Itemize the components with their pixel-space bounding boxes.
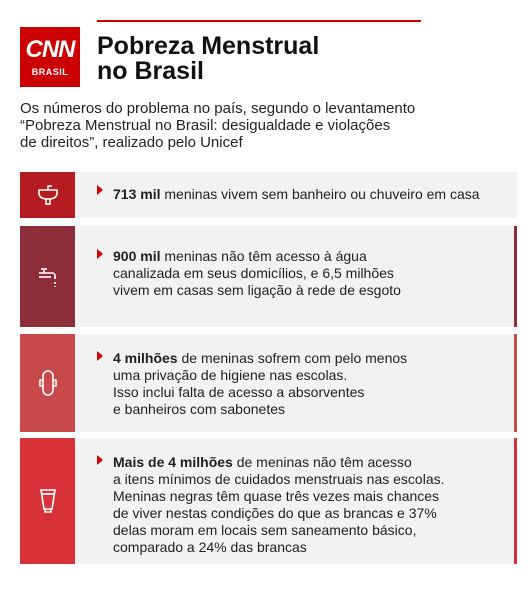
stat-line: a itens mínimos de cuidados menstruais nas escolas. bbox=[113, 471, 445, 487]
stat-line: Meninas negras têm quase três vezes mais chances bbox=[113, 488, 440, 504]
card-accent-bar bbox=[514, 334, 517, 432]
pad-icon-box bbox=[20, 334, 75, 432]
stat-line: vivem em casas sem ligação à rede de esgoto bbox=[113, 282, 401, 298]
faucet-icon-box bbox=[20, 226, 75, 327]
stat-line: meninas vivem sem banheiro ou chuveiro em casa bbox=[164, 186, 480, 202]
stat-highlight: Mais de 4 milhões bbox=[113, 454, 233, 470]
page-title bbox=[97, 34, 319, 84]
stat-text-4 bbox=[99, 454, 445, 556]
sink-icon-box bbox=[20, 172, 75, 218]
tube-icon-box bbox=[20, 438, 75, 564]
stat-card-1 bbox=[20, 172, 517, 218]
pad-icon bbox=[38, 370, 58, 396]
card-accent-bar bbox=[514, 438, 517, 564]
stat-line: canalizada em seus domicílios, e 6,5 milhões bbox=[113, 265, 394, 281]
stat-card-4 bbox=[20, 438, 517, 564]
stat-text-1 bbox=[99, 186, 480, 203]
stat-highlight: 713 mil bbox=[113, 186, 161, 202]
stat-line: de meninas não têm acesso bbox=[236, 454, 412, 470]
intro-line-3: de direitos”, realizado pelo Unicef bbox=[20, 134, 243, 151]
stat-line: Isso inclui falta de acesso a absorventes bbox=[113, 384, 365, 400]
header-rule bbox=[97, 20, 421, 22]
faucet-icon bbox=[36, 265, 60, 289]
stat-line: uma privação de higiene nas escolas. bbox=[113, 367, 348, 383]
stat-highlight: 4 milhões bbox=[113, 350, 178, 366]
stat-line: delas moram em locais sem saneamento básico, bbox=[113, 522, 417, 538]
stat-highlight: 900 mil bbox=[113, 248, 161, 264]
cnn-brasil-logo bbox=[20, 27, 80, 87]
logo-sub: BRASIL bbox=[31, 67, 69, 77]
stat-line: e banheiros com sabonetes bbox=[113, 401, 285, 417]
intro-text bbox=[20, 100, 500, 151]
stat-line: de viver nestas condições do que as brancas e 37% bbox=[113, 505, 437, 521]
title-line-2: no Brasil bbox=[97, 57, 204, 85]
intro-line-1: Os números do problema no país, segundo o levantamento bbox=[20, 100, 416, 117]
stat-card-2 bbox=[20, 226, 517, 327]
sink-icon bbox=[36, 184, 60, 206]
stat-text-3 bbox=[99, 350, 407, 418]
card-accent-bar bbox=[514, 226, 517, 327]
intro-line-2: “Pobreza Menstrual no Brasil: desigualdade e violações bbox=[20, 117, 391, 134]
stat-card-3 bbox=[20, 334, 517, 432]
tube-icon bbox=[39, 489, 57, 513]
stat-line: comparado a 24% das brancas bbox=[113, 539, 307, 555]
logo-brand: CNN bbox=[25, 36, 75, 63]
stat-line: de meninas sofrem com pelo menos bbox=[181, 350, 408, 366]
stat-text-2 bbox=[99, 248, 401, 299]
card-accent-bar bbox=[514, 172, 517, 218]
stat-line: meninas não têm acesso à água bbox=[164, 248, 367, 264]
title-line-1: Pobreza Menstrual bbox=[97, 32, 320, 60]
